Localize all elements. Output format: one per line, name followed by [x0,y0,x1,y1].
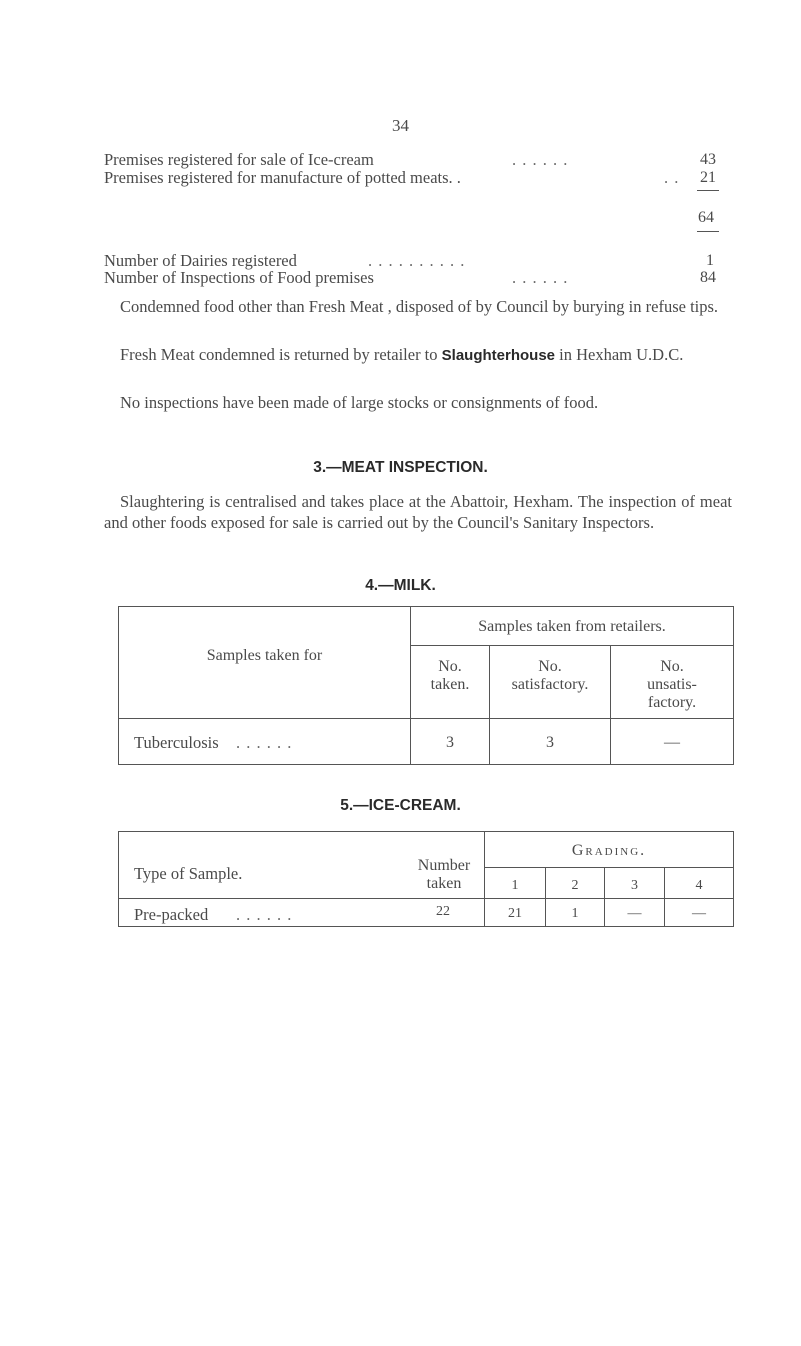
ice-row-number: 22 [436,904,450,919]
milk-table-right-rule [733,606,734,764]
no-inspections-text: No inspections have been made of large stocks or consignments of food. [120,393,599,412]
premises-potted-value: 21 [700,169,716,186]
condemned-paragraph [104,296,732,317]
ice-table-bottom-rule [118,926,734,927]
milk-col2-header-line2: satisfactory. [511,676,589,693]
premises-potted-leader: . . [664,168,680,187]
milk-col1-header [411,658,489,694]
condemned-text: Condemned food other than Fresh Meat , disposed of by Council by burying in refuse tips. [120,297,719,316]
milk-table-group-rule [410,645,734,646]
milk-col2-header [490,658,610,694]
dairies-value: 1 [706,252,714,269]
milk-table-bottom-rule [118,764,734,765]
dairies-leader: . . . . . . . . . . [368,251,466,270]
milk-row-taken: 3 [446,734,454,751]
milk-col1-header-line2: taken. [430,676,470,693]
premises-ice-cream-leader: . . . . . . [512,150,569,169]
no-inspections-paragraph [104,392,732,413]
premises-potted-label: Premises registered for manufacture of potted meats. . [104,168,461,187]
ice-row-grade-2: 1 [571,906,579,921]
premises-total: 64 [698,209,714,226]
ice-col0-header: Type of Sample. [134,864,243,883]
subtotal-rule [697,190,719,191]
ice-table-left-rule [118,831,119,926]
milk-row-satisfactory: 3 [546,734,554,751]
ice-grade-1: 1 [511,878,519,893]
section3-paragraph [104,491,732,533]
premises-ice-cream-label: Premises registered for sale of Ice-cream [104,150,374,169]
ice-table-top-rule [118,831,734,832]
ice-row-grade-1: 21 [508,906,522,921]
ice-row-leader: . . . . . . [236,905,293,924]
ice-grade-3: 3 [631,878,638,893]
milk-row-label: Tuberculosis [134,733,219,752]
section4-heading: 4.—MILK. [365,577,436,594]
inspections-label: Number of Inspections of Food premises [104,268,374,287]
inspections-leader: . . . . . . [512,268,569,287]
page-number: 34 [392,116,409,135]
milk-col3-header-line2: unsatis- [647,676,697,693]
section3-text: Slaughtering is centralised and takes place at the Abattoir, Hexham. The inspection of meat and other foods exposed for sale is carried out by the Council's Sanitary Inspectors. [104,492,732,532]
fresh-meat-text-a: Fresh Meat condemned is returned by retailer to [120,345,438,364]
milk-col3-header-line1: No. [660,658,684,675]
section5-heading: 5.—ICE-CREAM. [340,797,461,814]
ice-grade-2: 2 [571,878,579,893]
ice-grade-4: 4 [695,878,703,893]
milk-col3-header-line3: factory. [647,694,697,711]
milk-table-header-rule [118,718,734,719]
ice-row-label: Pre-packed [134,905,209,924]
milk-col0-header: Samples taken for [206,647,323,664]
fresh-meat-text-b: in Hexham U.D.C. [559,345,684,364]
total-rule [697,231,719,232]
inspections-value: 84 [700,269,716,286]
slaughterhouse-bold: Slaughterhouse [441,347,556,364]
milk-row-leader: . . . . . . [236,733,293,752]
ice-row-grade-4: — [692,906,706,921]
ice-col1-header [405,857,483,893]
ice-col1-header-line1: Number [417,857,471,874]
milk-group-header: Samples taken from retailers. [478,618,666,635]
fresh-meat-paragraph [104,344,732,366]
dairies-label: Number of Dairies registered [104,251,297,270]
ice-group-header: Grading. [571,842,647,859]
milk-table-left-rule [118,606,119,764]
milk-row-unsatisfactory: — [664,734,680,751]
ice-table-header-rule [118,898,734,899]
ice-row-grade-3: — [627,906,642,921]
ice-table-group-rule [484,867,734,868]
ice-table-right-rule [733,831,734,926]
milk-col3-header [611,658,733,712]
milk-table-top-rule [118,606,734,607]
ice-col1-header-line2: taken [426,875,462,892]
premises-ice-cream-value: 43 [700,151,716,168]
milk-col2-header-line1: No. [538,658,562,675]
section3-heading: 3.—MEAT INSPECTION. [313,459,488,476]
milk-col1-header-line1: No. [438,658,462,675]
